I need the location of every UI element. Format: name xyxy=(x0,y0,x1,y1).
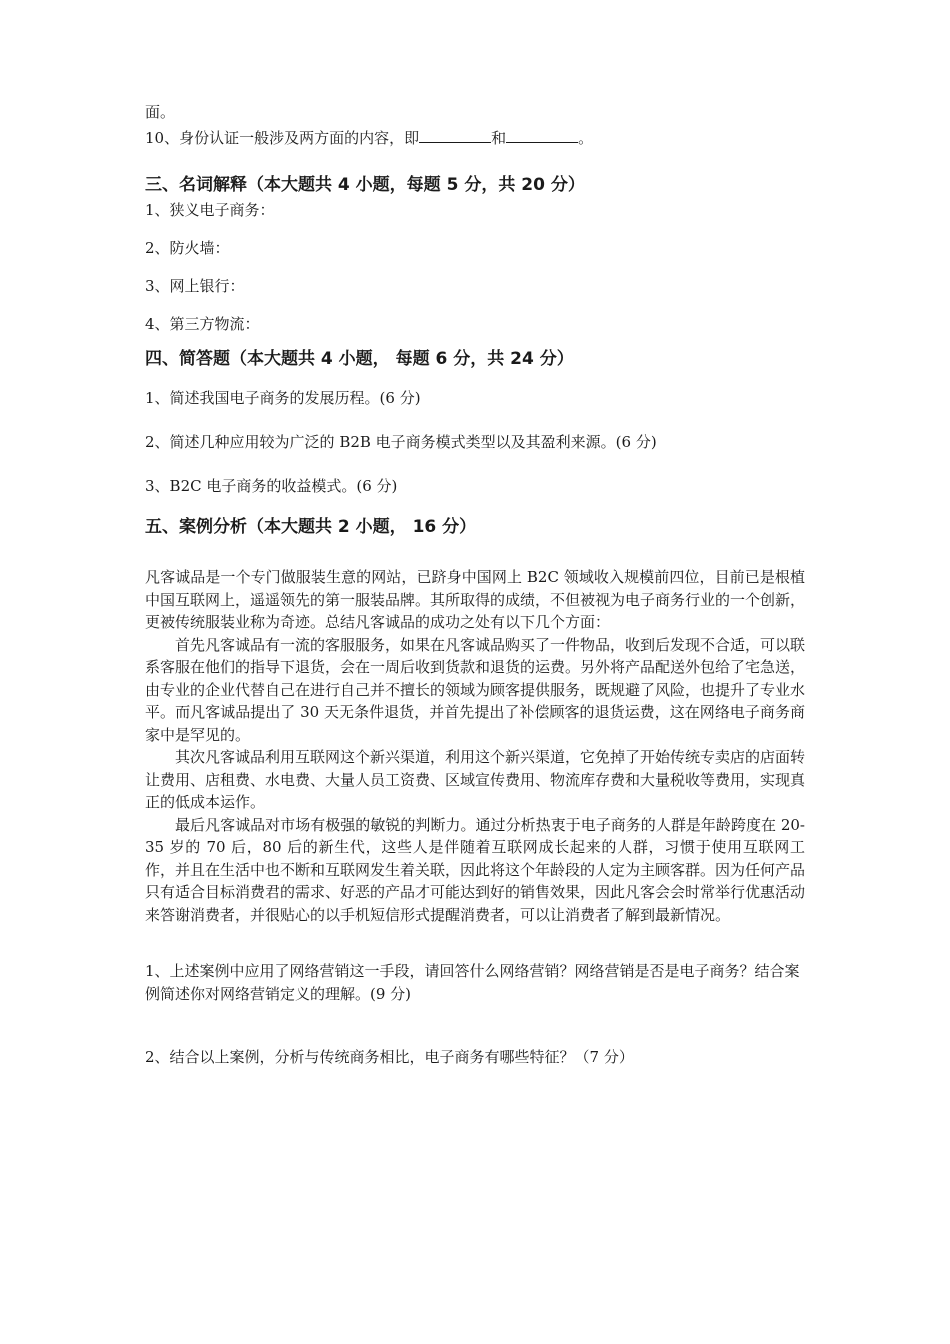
section-5-title: 五、案例分析（本大题共 2 小题， 16 分） xyxy=(145,517,477,537)
short-answer-item: 3、B2C 电子商务的收益模式。(6 分) xyxy=(145,477,398,495)
question-10-suffix: 。 xyxy=(578,129,594,147)
question-10 xyxy=(145,128,593,148)
case-text xyxy=(145,566,805,926)
question-10-mid: 和 xyxy=(491,129,507,147)
term-item: 2、防火墙： xyxy=(145,239,230,257)
case-paragraph: 最后凡客诚品对市场有极强的敏锐的判断力。通过分析热衷于电子商务的人群是年龄跨度在 20-35 岁的 70 后，80 后的新生代，这些人是伴随着互联网成长起来的人群，习惯于使用互联网工作，并且在生活中也不断和互联网发生着关联，因此将这个年龄段的人定为主顾客群。因为任何产品只有适合目标消费君的需求、好恶的产品才可能达到好的销售效果，因此凡客会会时常举行优惠活动来答谢消费者，并很贴心的以手机短信形式提醒消费者，可以让消费者了解到最新情况。 xyxy=(145,815,806,924)
question-10-prefix: 10、身份认证一般涉及两方面的内容，即 xyxy=(145,129,420,147)
term-item: 1、狭义电子商务： xyxy=(145,201,275,219)
case-paragraph: 首先凡客诚品有一流的客服服务，如果在凡客诚品购买了一件物品，收到后发现不合适，可以联系客服在他们的指导下退货，会在一周后收到货款和退货的运费。另外将产品配送外包给了宅急送，由专业的企业代替自己在进行自己并不擅长的领域为顾客提供服务，既规避了风险，也提升了专业水平。而凡客诚品提出了 30 天无条件退货，并首先提出了补偿顾客的退货运费，这在网络电子商务商家中是罕见的。 xyxy=(145,635,806,744)
answer-blank-1[interactable] xyxy=(419,128,491,143)
short-answer-item: 1、简述我国电子商务的发展历程。(6 分) xyxy=(145,389,421,407)
case-question: 2、结合以上案例，分析与传统商务相比，电子商务有哪些特征？（7 分） xyxy=(145,1048,634,1066)
term-item: 3、网上银行： xyxy=(145,277,245,295)
section-4-title: 四、简答题（本大题共 4 小题， 每题 6 分，共 24 分） xyxy=(145,349,574,369)
short-answer-item: 2、简述几种应用较为广泛的 B2B 电子商务模式类型以及其盈利来源。(6 分) xyxy=(145,433,657,451)
case-paragraph: 凡客诚品是一个专门做服装生意的网站，已跻身中国网上 B2C 领域收入规模前四位，目前已是根植中国互联网上，遥遥领先的第一服装品牌。其所取得的成绩，不但被视为电子商务行业的一个创新，更被传统服装业称为奇迹。总结凡客诚品的成功之处有以下几个方面： xyxy=(145,568,806,631)
term-item: 4、第三方物流： xyxy=(145,315,260,333)
case-question: 1、上述案例中应用了网络营销这一手段，请回答什么网络营销？网络营销是否是电子商务？结合案例简述你对网络营销定义的理解。(9 分) xyxy=(145,962,800,1003)
section-3-title: 三、名词解释（本大题共 4 小题，每题 5 分，共 20 分） xyxy=(145,175,585,195)
case-paragraph: 其次凡客诚品利用互联网这个新兴渠道，利用这个新兴渠道，它免掉了开始传统专卖店的店面转让费用、店租费、水电费、大量人员工资费、区域宣传费用、物流库存费和大量税收等费用，实现真正的低成本运作。 xyxy=(145,748,806,811)
continued-line: 面。 xyxy=(145,103,176,121)
answer-blank-2[interactable] xyxy=(506,128,578,143)
